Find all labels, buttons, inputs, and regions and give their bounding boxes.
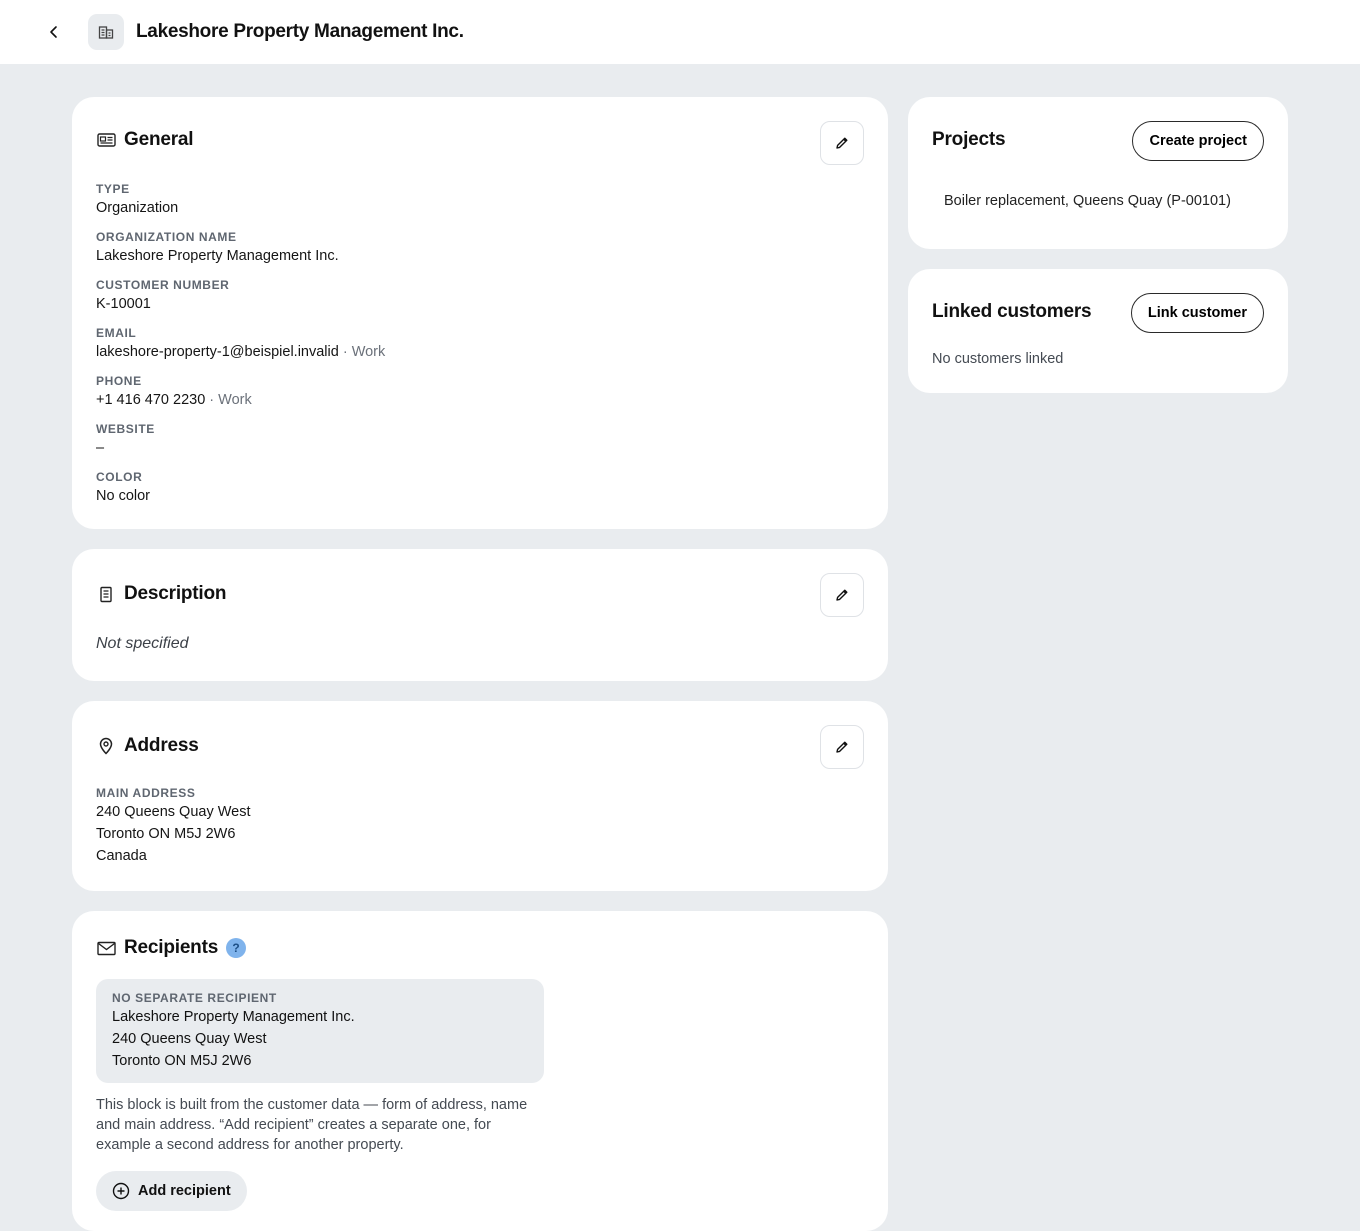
building-icon (88, 14, 124, 50)
address-line: Canada (96, 848, 147, 864)
edit-address-button[interactable] (820, 725, 864, 769)
back-button[interactable] (36, 14, 72, 50)
description-value: Not specified (96, 635, 189, 652)
general-card (72, 97, 888, 529)
page-title: Lakeshore Property Management Inc. (136, 21, 464, 42)
edit-description-button[interactable] (820, 573, 864, 617)
pencil-icon (834, 739, 850, 755)
address-line: Toronto ON M5J 2W6 (96, 826, 236, 842)
field-type (96, 181, 178, 219)
field-email (96, 325, 385, 363)
field-label: CUSTOMER NUMBER (96, 278, 230, 292)
recipient-line: Toronto ON M5J 2W6 (112, 1053, 252, 1069)
envelope-icon (96, 938, 116, 958)
address-header (96, 735, 199, 757)
field-main-address (96, 785, 251, 867)
location-pin-icon (96, 736, 116, 756)
field-label: TYPE (96, 182, 130, 196)
field-label: WEBSITE (96, 422, 155, 436)
add-recipient-label: Add recipient (138, 1183, 231, 1199)
create-project-button[interactable]: Create project (1132, 121, 1264, 161)
projects-title: Projects (932, 129, 1006, 150)
projects-card (908, 97, 1288, 249)
recipients-header (96, 937, 246, 959)
general-title: General (124, 129, 194, 150)
field-label: ORGANIZATION NAME (96, 230, 237, 244)
field-label: MAIN ADDRESS (96, 786, 196, 800)
field-label: EMAIL (96, 326, 137, 340)
phone-type: · Work (205, 392, 252, 408)
linked-customers-title: Linked customers (932, 301, 1092, 322)
general-header (96, 129, 193, 151)
phone-value[interactable]: +1 416 470 2230 (96, 392, 206, 408)
field-value: Lakeshore Property Management Inc. (96, 248, 339, 264)
id-card-icon (96, 130, 116, 150)
field-label: COLOR (96, 470, 143, 484)
linked-customers-card (908, 269, 1288, 393)
field-value: – (96, 440, 105, 456)
default-recipient-box (96, 979, 544, 1083)
linked-customers-empty: No customers linked (932, 351, 1064, 367)
chevron-left-icon (46, 24, 62, 40)
description-header (96, 583, 226, 605)
field-customer-number (96, 277, 229, 315)
field-value: Organization (96, 200, 179, 216)
document-icon (96, 584, 116, 604)
field-label: PHONE (96, 374, 142, 388)
pencil-icon (834, 135, 850, 151)
description-title: Description (124, 583, 227, 604)
project-list-item[interactable]: Boiler replacement, Queens Quay (P-00101) (944, 193, 1231, 209)
field-organization-name (96, 229, 339, 267)
field-website (96, 421, 155, 459)
recipient-line: Lakeshore Property Management Inc. (112, 1009, 355, 1025)
recipients-card (72, 911, 888, 1231)
email-type: · Work (338, 344, 386, 360)
email-value[interactable]: lakeshore-property-1@beispiel.invalid (96, 344, 339, 360)
recipients-title: Recipients (124, 937, 219, 958)
edit-general-button[interactable] (820, 121, 864, 165)
link-customer-button[interactable]: Link customer (1131, 293, 1264, 333)
top-bar (0, 0, 1360, 64)
address-line: 240 Queens Quay West (96, 804, 251, 820)
recipients-note: This block is built from the customer data — form of address, name and main address. “Add recipient” creates a separate one, for example a second address for another property. (96, 1097, 528, 1153)
recipient-line: 240 Queens Quay West (112, 1031, 267, 1047)
pencil-icon (834, 587, 850, 603)
field-value: No color (96, 488, 150, 504)
address-title: Address (124, 735, 199, 756)
add-recipient-button[interactable] (96, 1171, 247, 1211)
field-value: K-10001 (96, 296, 151, 312)
recipient-box-label: NO SEPARATE RECIPIENT (112, 991, 277, 1005)
field-color (96, 469, 150, 507)
description-card (72, 549, 888, 681)
address-card (72, 701, 888, 891)
help-icon[interactable]: ? (226, 938, 246, 958)
plus-circle-icon (112, 1182, 130, 1200)
field-phone (96, 373, 252, 411)
